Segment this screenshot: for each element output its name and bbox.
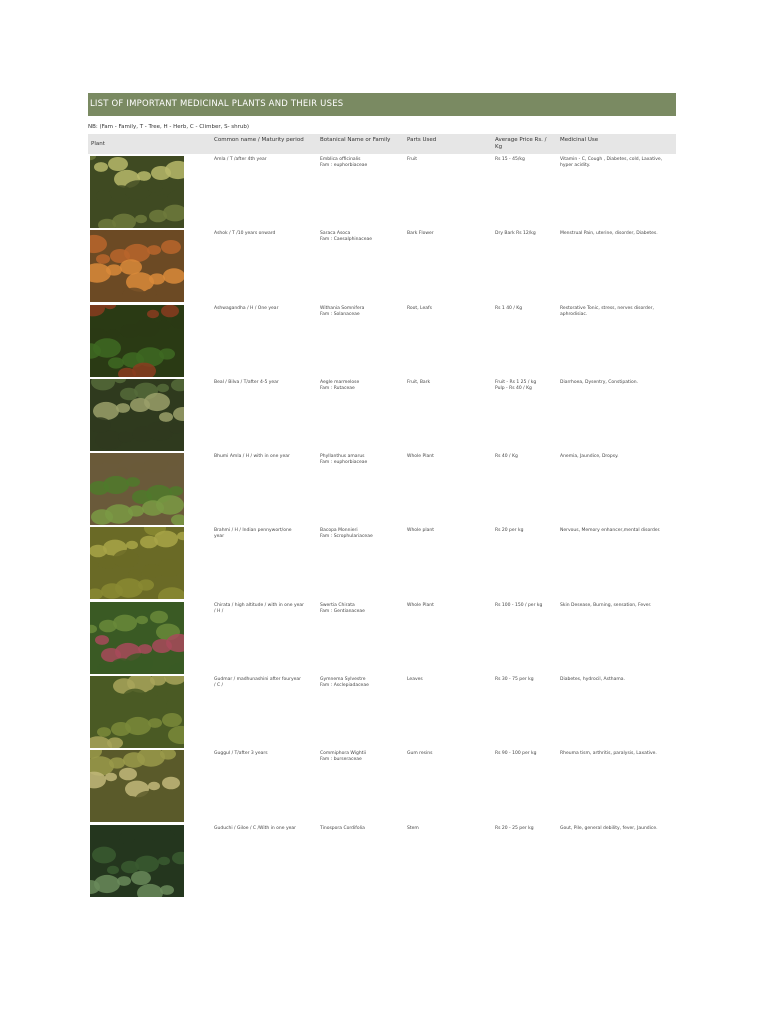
- medicinal-use: Diabetes, hydrocil, Asthama.: [560, 677, 625, 683]
- parts-used: Leaves: [407, 677, 423, 683]
- common-name: Ashwagandha / H / One year: [214, 305, 279, 311]
- header-botanical-name: Botanical Name or Family: [320, 137, 391, 143]
- medicinal-use: Vitamin - C, Cough , Diabetes, cold, Laxative,: [560, 157, 663, 162]
- header-price-line1: Average Price Rs. /: [495, 137, 547, 143]
- medicinal-use-cell: [560, 826, 676, 832]
- medicinal-use-cont: hyper acidity.: [560, 163, 591, 168]
- medicinal-use: Rheuma tism, arthritis, paralysis, Laxative.: [560, 751, 657, 757]
- family-name: Fam : burseraceae: [320, 757, 362, 763]
- botanical-name-cell: [320, 157, 400, 169]
- common-name-cell: [214, 677, 314, 689]
- common-name: Bhumi Amla / H / with in one year: [214, 454, 290, 460]
- parts-used: Fruit, Bark: [407, 379, 431, 385]
- price-cell: [495, 454, 553, 460]
- table-row: [88, 674, 676, 748]
- parts-used: Whole Plant: [407, 602, 434, 608]
- price-cell: [495, 751, 553, 757]
- table-row: [88, 823, 676, 897]
- botanical-name: Bacopa Monnieri: [320, 528, 358, 534]
- botanical-name-cell: [320, 677, 400, 689]
- common-name-cont: year: [214, 534, 225, 540]
- common-name-cell: [214, 826, 314, 832]
- medicinal-use-cell: [560, 751, 676, 757]
- medicinal-use-cell: [560, 528, 676, 534]
- header-medicinal-use: Medicinal Use: [560, 137, 599, 143]
- price: Rs 20 per kg: [495, 528, 524, 534]
- common-name-cell: [214, 751, 314, 757]
- family-name: Fam : euphorbiaceae: [320, 163, 368, 168]
- plant-photo: [90, 602, 184, 674]
- plant-photo: [90, 453, 184, 525]
- family-name: Fam : Gentianaceae: [320, 608, 365, 614]
- common-name-cell: [214, 157, 314, 163]
- table-header: [88, 134, 676, 154]
- plant-table: [88, 154, 676, 897]
- table-row: [88, 600, 676, 674]
- table-row: [88, 303, 676, 377]
- medicinal-use-cell: [560, 380, 676, 386]
- common-name: Guggul / T/after 3 years: [214, 751, 268, 757]
- price: Dry Bark Rs 12/kg: [495, 231, 536, 237]
- price-cell: [495, 677, 553, 683]
- price: Rs 15 - 45/kg: [495, 157, 525, 162]
- plant-photo: [90, 379, 184, 451]
- parts-used-cell: [407, 231, 487, 237]
- price-cell: [495, 603, 553, 609]
- parts-used-cell: [407, 380, 487, 386]
- plant-photo: [90, 527, 184, 599]
- medicinal-use: Restorative Tonic, stress, nerves disorder,: [560, 305, 654, 311]
- parts-used-cell: [407, 454, 487, 460]
- common-name-cell: [214, 231, 314, 237]
- header-parts-used: Parts Used: [407, 137, 437, 143]
- botanical-name-cell: [320, 231, 400, 243]
- price-cell: [495, 231, 553, 237]
- header-average-price: [495, 137, 547, 151]
- botanical-name-cell: [320, 751, 400, 763]
- common-name-cell: [214, 454, 314, 460]
- price-cont: Pulp - Rs 40 / Kg: [495, 385, 532, 391]
- parts-used-cell: [407, 603, 487, 609]
- plant-photo: [90, 156, 184, 228]
- parts-used: Whole Plant: [407, 454, 434, 460]
- price: Rs 30 - 75 per kg: [495, 677, 534, 683]
- botanical-name-cell: [320, 454, 400, 466]
- parts-used: Stem: [407, 825, 419, 831]
- common-name: Ashok / T /10 years onward: [214, 231, 276, 237]
- botanical-name-cell: [320, 528, 400, 540]
- botanical-name: Swertia Chirata: [320, 602, 355, 608]
- table-row: [88, 228, 676, 302]
- table-row: [88, 377, 676, 451]
- header-common-name: Common name / Maturity period: [214, 137, 304, 143]
- botanical-name: Tinospora Cordifolia: [320, 825, 365, 831]
- botanical-name: Saraca Asoca: [320, 231, 351, 237]
- botanical-name-cell: [320, 603, 400, 615]
- botanical-name: Phyllanthus amarus: [320, 454, 365, 460]
- parts-used-cell: [407, 528, 487, 534]
- family-name: Fam : Rutaceae: [320, 385, 355, 391]
- medicinal-use: Gout, Pile, general debility, fever, Jaundice.: [560, 825, 658, 831]
- botanical-name: Emblica officinalis: [320, 157, 361, 162]
- parts-used-cell: [407, 677, 487, 683]
- medicinal-use: Nervous, Memory enhancer,mental disorder.: [560, 528, 661, 534]
- price: Rs 40 / Kg: [495, 454, 518, 460]
- parts-used-cell: [407, 157, 487, 163]
- botanical-name: Withania Somnifera: [320, 305, 365, 311]
- parts-used: Root, Leafs: [407, 305, 432, 311]
- medicinal-use-cont: aphrodisiac.: [560, 311, 588, 317]
- medicinal-use-cell: [560, 231, 676, 237]
- header-plant: Plant: [91, 141, 105, 147]
- abbreviation-note: NB: (Fam - Family, T - Tree, H - Herb, C - Climber, S- shrub): [88, 124, 250, 130]
- common-name: Guduchi / Giloe / C /With in one year: [214, 825, 296, 831]
- price-cell: [495, 528, 553, 534]
- botanical-name: Aegle marmelose: [320, 379, 360, 385]
- plant-photo: [90, 825, 184, 897]
- common-name-cell: [214, 306, 314, 312]
- medicinal-use: Diarrhoea, Dysentry, Constipation.: [560, 379, 639, 385]
- medicinal-use: Skin Desease, Burning, sensation, Fever.: [560, 602, 652, 608]
- botanical-name-cell: [320, 380, 400, 392]
- family-name: Fam : euphorbiaceae: [320, 460, 368, 466]
- table-row: [88, 525, 676, 599]
- table-row: [88, 748, 676, 822]
- price-cell: [495, 306, 553, 312]
- botanical-name-cell: [320, 306, 400, 318]
- medicinal-use-cell: [560, 677, 676, 683]
- price-cell: [495, 380, 553, 392]
- family-name: Fam : Caesalphinaceae: [320, 237, 373, 243]
- plant-photo: [90, 676, 184, 748]
- price: Rs 100 - 150 / per kg: [495, 602, 543, 608]
- page-title: LIST OF IMPORTANT MEDICINAL PLANTS AND THEIR USES: [88, 93, 676, 116]
- botanical-name: Commiphora Wightii: [320, 751, 366, 757]
- family-name: Fam : Solanaceae: [320, 311, 360, 317]
- medicinal-use-cell: [560, 306, 676, 318]
- common-name-cont: / H /: [214, 608, 224, 614]
- plant-photo: [90, 230, 184, 302]
- family-name: Fam : Asclepiadaceae: [320, 683, 369, 689]
- price: Rs 90 - 100 per kg: [495, 751, 537, 757]
- price: Rs 20 - 25 per kg: [495, 825, 534, 831]
- plant-photo: [90, 750, 184, 822]
- parts-used-cell: [407, 751, 487, 757]
- medicinal-use: Anemia, Jaundice, Dropsy.: [560, 454, 619, 460]
- common-name-cell: [214, 528, 314, 540]
- common-name-cont: / C /: [214, 683, 224, 689]
- common-name: Chirata / high altitude / with in one year: [214, 602, 304, 608]
- parts-used: Bark Flower: [407, 231, 434, 237]
- botanical-name-cell: [320, 826, 400, 832]
- parts-used-cell: [407, 826, 487, 832]
- family-name: Fam : Scrophulariaceae: [320, 534, 373, 540]
- common-name-cell: [214, 380, 314, 386]
- medicinal-use-cell: [560, 603, 676, 609]
- parts-used: Fruit: [407, 157, 417, 162]
- common-name-cell: [214, 603, 314, 615]
- common-name: Beal / Bilva / T/after 4-5 year: [214, 379, 279, 385]
- parts-used: Gum resins: [407, 751, 433, 757]
- price-cell: [495, 157, 553, 163]
- medicinal-use-cell: [560, 454, 676, 460]
- price: Fruit - Rs 1 25 / kg: [495, 379, 537, 385]
- parts-used: Whole plant: [407, 528, 434, 534]
- common-name: Brahmi / H / Indian pennywort/one: [214, 528, 292, 534]
- medicinal-use-cell: [560, 157, 676, 169]
- common-name: Gudmar / madhunashini after fouryear: [214, 677, 302, 683]
- common-name: Amla / T /after 4th year: [214, 157, 267, 162]
- table-row: [88, 451, 676, 525]
- medicinal-use: Menstrual Pain, uterine, disorder, Diabetes.: [560, 231, 658, 237]
- table-row: [88, 154, 676, 228]
- price: Rs 1 40 / Kg: [495, 305, 523, 311]
- header-price-line2: Kg: [495, 144, 503, 150]
- parts-used-cell: [407, 306, 487, 312]
- botanical-name: Gymnema Sylvestre: [320, 677, 366, 683]
- plant-photo: [90, 305, 184, 377]
- price-cell: [495, 826, 553, 832]
